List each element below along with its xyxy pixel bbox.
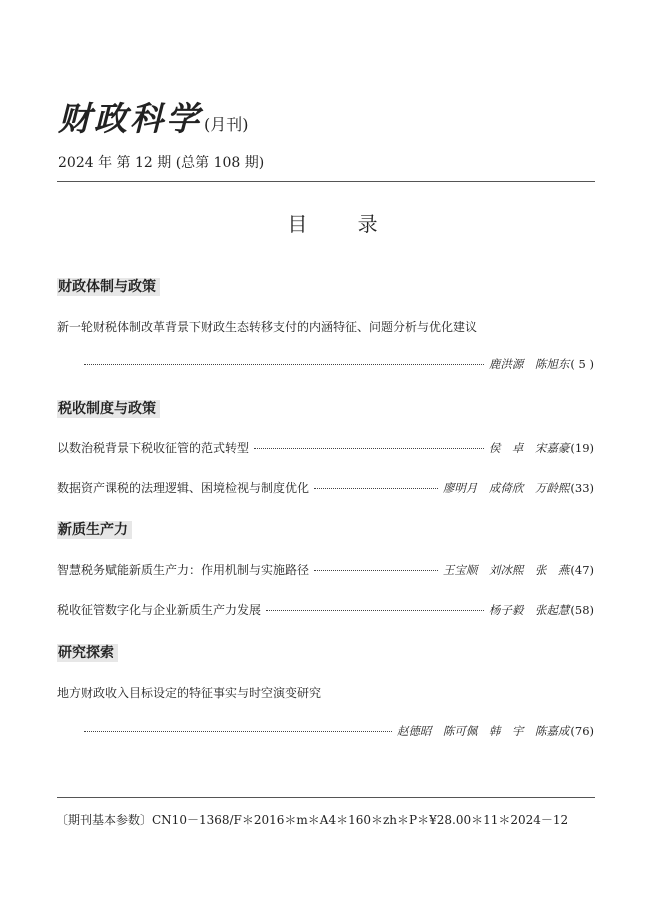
- dot-leader: [314, 488, 438, 489]
- article-authors: 杨子毅 张起慧: [488, 603, 570, 617]
- section-heading: [57, 276, 160, 296]
- article-title: 以数治税背景下税收征管的范式转型: [57, 441, 250, 455]
- toc-entry[interactable]: [57, 439, 594, 456]
- article-page: (19): [570, 441, 594, 455]
- dot-leader: [84, 731, 392, 732]
- toc-entry[interactable]: [57, 601, 594, 618]
- dot-leader: [314, 570, 438, 571]
- section-heading: [57, 642, 118, 662]
- section-label: 新质生产力: [57, 521, 132, 539]
- top-divider: [57, 181, 595, 182]
- article-page: ( 5 ): [570, 357, 594, 371]
- article-page: (47): [570, 563, 594, 577]
- article-title[interactable]: 地方财政收入目标设定的特征事实与时空演变研究: [57, 686, 322, 700]
- dot-leader: [266, 610, 484, 611]
- dot-leader: [84, 364, 484, 365]
- article-page: (33): [570, 481, 594, 495]
- dot-leader: [254, 448, 484, 449]
- article-title: 数据资产课税的法理逻辑、困境检视与制度优化: [57, 481, 310, 495]
- toc-entry[interactable]: [57, 479, 594, 496]
- bottom-divider: [57, 797, 595, 798]
- section-label: 研究探索: [57, 644, 118, 662]
- masthead: [58, 93, 249, 140]
- journal-title: 财政科学: [58, 99, 202, 138]
- article-title: 智慧税务赋能新质生产力：作用机制与实施路径: [57, 563, 310, 577]
- issue-line: 2024 年 第 12 期 (总第 108 期): [58, 155, 265, 171]
- article-authors: 赵德昭 陈可佩 韩 宇 陈嘉成: [396, 724, 570, 738]
- section-heading: [57, 398, 160, 418]
- toc-heading: 目 录: [287, 212, 400, 236]
- article-authors: 廖明月 成倚欣 万龄熙: [442, 481, 570, 495]
- article-title[interactable]: 新一轮财税体制改革背景下财政生态转移支付的内涵特征、问题分析与优化建议: [57, 320, 478, 334]
- toc-entry[interactable]: [84, 356, 594, 372]
- section-label: 税收制度与政策: [57, 400, 160, 418]
- article-authors: 王宝顺 刘冰熙 张 燕: [442, 563, 570, 577]
- journal-frequency: (月刊): [204, 115, 249, 134]
- article-page: (58): [570, 603, 594, 617]
- journal-parameters: 〔期刊基本参数〕CN10－1368/F＊2016＊m＊A4＊160＊zh＊P＊¥28.00＊11＊2024－12: [56, 813, 569, 827]
- article-title: 税收征管数字化与企业新质生产力发展: [57, 603, 262, 617]
- toc-entry[interactable]: [57, 561, 594, 578]
- section-heading: [57, 519, 132, 539]
- article-page: (76): [570, 724, 594, 738]
- article-authors: 侯 卓 宋嘉豪: [488, 441, 570, 455]
- toc-entry[interactable]: [84, 723, 594, 739]
- section-label: 财政体制与政策: [57, 278, 160, 296]
- article-authors: 鹿洪源 陈旭东: [488, 357, 570, 371]
